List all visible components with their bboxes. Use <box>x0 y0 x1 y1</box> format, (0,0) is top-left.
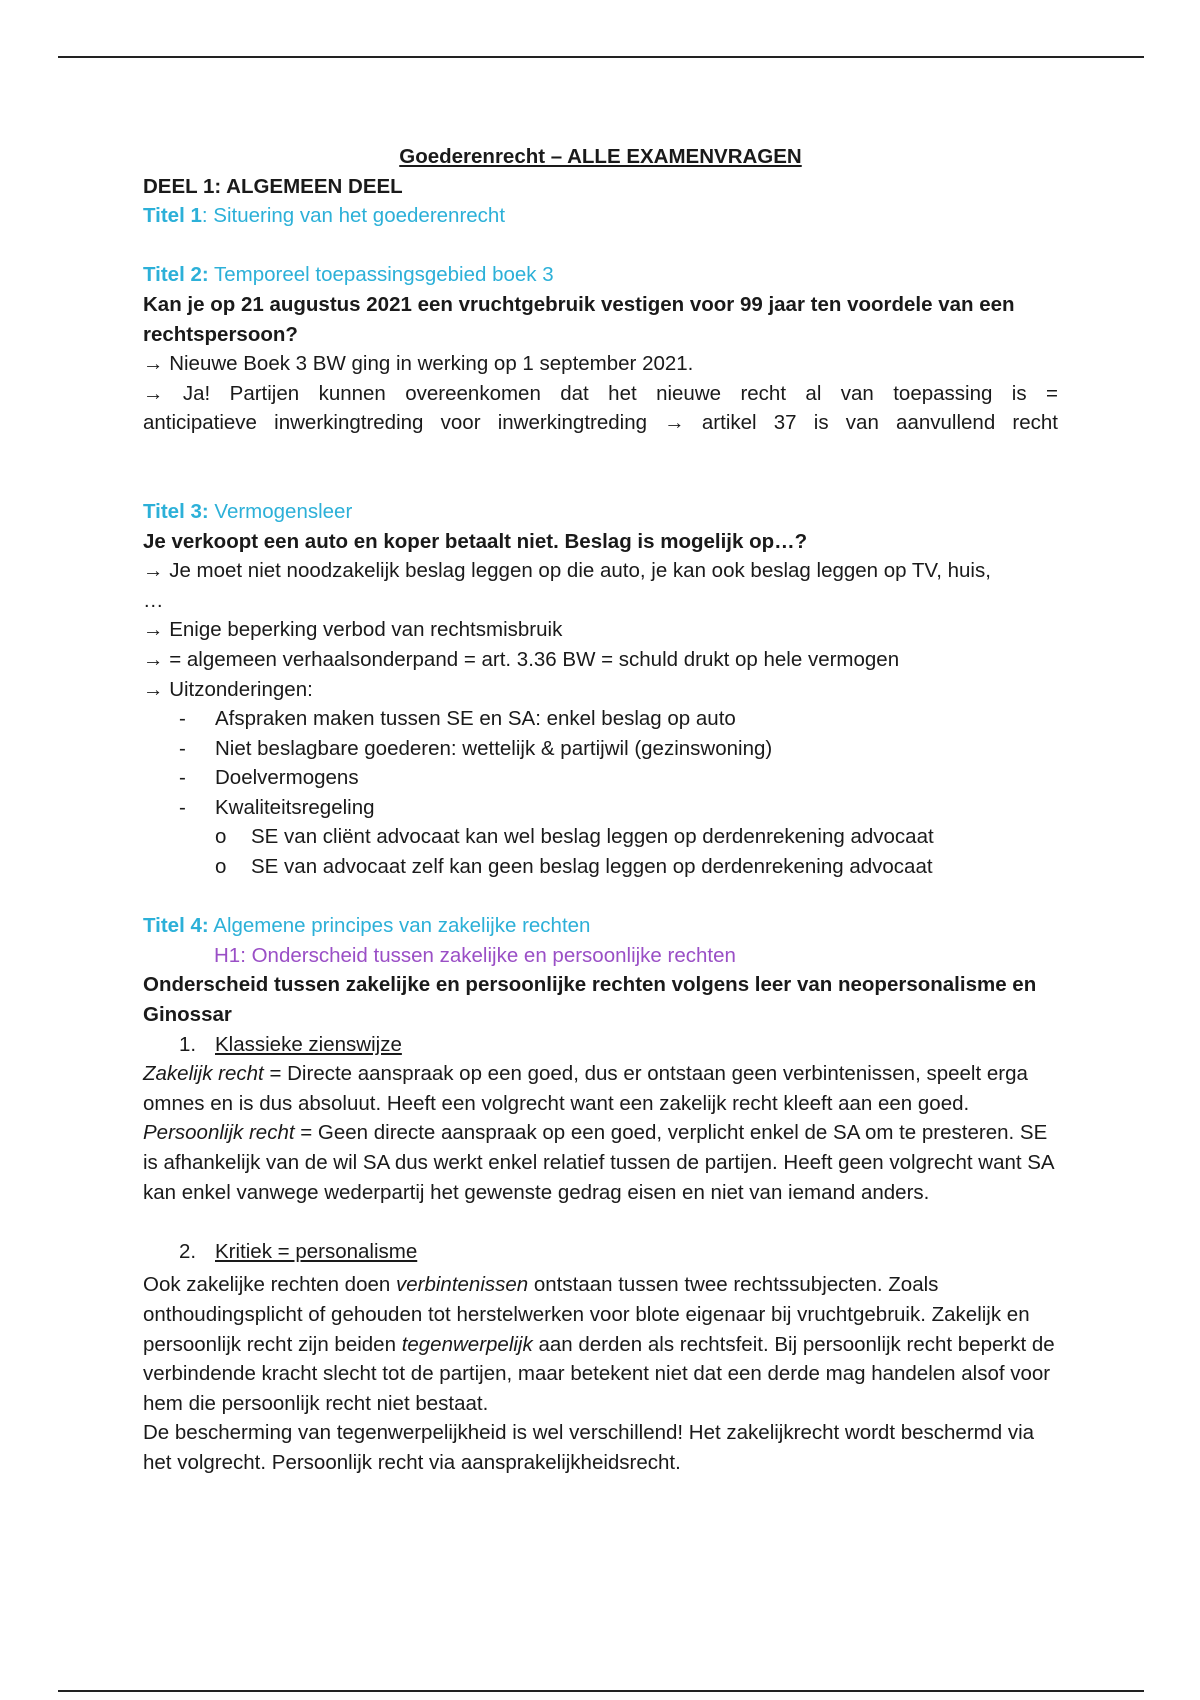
answer-line: … <box>143 588 164 612</box>
heading-text: Vermogensleer <box>208 499 353 523</box>
emphasis: tegenwerpelijk <box>401 1332 533 1356</box>
footer-rule <box>58 1690 1144 1692</box>
heading-titel-3 <box>143 497 1058 527</box>
heading-titel-4 <box>143 911 1058 941</box>
emphasis: verbintenissen <box>395 1273 529 1297</box>
list-item: - Niet beslagbare goederen: wettelijk & partijwil (gezinswoning) <box>179 734 1058 764</box>
answer-line: → Nieuwe Boek 3 BW ging in werking op 1 september 2021. <box>143 352 694 376</box>
heading-text: Temporeel toepassingsgebied boek 3 <box>208 263 554 287</box>
heading-label: Titel 2: <box>143 263 209 287</box>
paragraph-text: Ook zakelijke rechten doen <box>143 1273 396 1297</box>
list-item: o SE van advocaat zelf kan geen beslag leggen op derdenrekening advocaat <box>215 852 1058 882</box>
sub-list <box>143 822 1058 881</box>
paragraph-zakelijk-recht <box>143 1059 1058 1118</box>
numbered-heading-text: Klassieke zienswijze <box>215 1032 402 1056</box>
answer-line: → Enige beperking verbod van rechtsmisbruik <box>143 618 563 642</box>
subheading-h1: H1: Onderscheid tussen zakelijke en persoonlijke rechten <box>214 943 736 967</box>
numbered-heading-2 <box>143 1237 1058 1267</box>
question-2: Je verkoopt een auto en koper betaalt niet. Beslag is mogelijk op…? <box>143 529 808 553</box>
answer-line: → = algemeen verhaalsonderpand = art. 3.36 BW = schuld drukt op hele vermogen <box>143 647 900 671</box>
paragraph-text: = Geen directe aanspraak op een goed, verplicht enkel de SA om te presteren. SE is afhankelijk van de wil SA dus werkt enkel relatief tussen de partijen. Heeft geen volgrecht want SA kan enkel vanwege wederpartij het gewenste gedrag eisen en niet van iemand anders. <box>143 1121 1054 1204</box>
heading-titel-1 <box>143 201 1058 231</box>
numbered-heading-1 <box>143 1030 1058 1060</box>
answer-line: anticipatieve inwerkingtreding voor inwerkingtreding → artikel 37 is van aanvullend recht <box>143 411 1058 435</box>
list-item: o SE van cliënt advocaat kan wel beslag leggen op derdenrekening advocaat <box>215 822 1058 852</box>
question-1: Kan je op 21 augustus 2021 een vruchtgebruik vestigen voor 99 jaar ten voordele van een rechtspersoon? <box>143 292 1015 346</box>
heading-label: Titel 3: <box>143 499 209 523</box>
heading-titel-2 <box>143 260 1058 290</box>
answer-line: → Ja! Partijen kunnen overeenkomen dat het nieuwe recht al van toepassing is = <box>143 381 1058 405</box>
paragraph-text: ontstaan tussen twee rechtssubjecten. Zoals onthoudingsplicht of gehouden tot herstelwerken voor blote eigenaar bij vruchtgebruik. Zakelijk en persoonlijk recht zijn beiden <box>143 1273 1030 1356</box>
list-item: - Doelvermogens <box>179 763 1058 793</box>
list-item: - Afspraken maken tussen SE en SA: enkel beslag op auto <box>179 704 1058 734</box>
numbered-heading-text: Kritiek = personalisme <box>215 1239 418 1263</box>
heading-label: Titel 1 <box>143 204 202 228</box>
answer-line: → Je moet niet noodzakelijk beslag leggen op die auto, je kan ook beslag leggen op TV, huis, <box>143 559 991 583</box>
document-title: Goederenrecht – ALLE EXAMENVRAGEN <box>399 145 802 168</box>
header-rule <box>58 56 1144 58</box>
number: 1. <box>179 1032 197 1056</box>
heading-text: Algemene principes van zakelijke rechten <box>208 914 591 938</box>
paragraph-text: = Directe aanspraak op een goed, dus er ontstaan geen verbintenissen, speelt erga omnes en is dus absoluut. Heeft een volgrecht want een zakelijk recht kleeft aan een goed. <box>143 1062 1028 1115</box>
paragraph-persoonlijk-recht <box>143 1118 1058 1207</box>
answer-line: → Uitzonderingen: <box>143 677 313 701</box>
emphasis: Zakelijk recht <box>143 1062 264 1086</box>
heading-text: : Situering van het goederenrecht <box>201 204 506 228</box>
section-heading-deel1: DEEL 1: ALGEMEEN DEEL <box>143 174 403 198</box>
heading-label: Titel 4: <box>143 914 209 938</box>
emphasis: Persoonlijk recht <box>143 1121 295 1145</box>
paragraph-text: aan derden als rechtsfeit. Bij persoonlijk recht beperkt de verbindende kracht slecht tot de partijen, maar betekent niet dat een derde mag handelen alsof voor hem die persoonlijk recht niet bestaat. <box>143 1332 1055 1415</box>
question-3: Onderscheid tussen zakelijke en persoonlijke rechten volgens leer van neopersonalisme en Ginossar <box>143 973 1037 1027</box>
paragraph-bescherming: De bescherming van tegenwerpelijkheid is wel verschillend! Het zakelijkrecht wordt beschermd via het volgrecht. Persoonlijk recht via aansprakelijkheidsrecht. <box>143 1421 1035 1474</box>
exceptions-list <box>143 704 1058 822</box>
number: 2. <box>179 1239 197 1263</box>
document-page <box>143 142 1058 1478</box>
list-item: - Kwaliteitsregeling <box>179 793 1058 823</box>
paragraph-kritiek <box>143 1270 1058 1418</box>
